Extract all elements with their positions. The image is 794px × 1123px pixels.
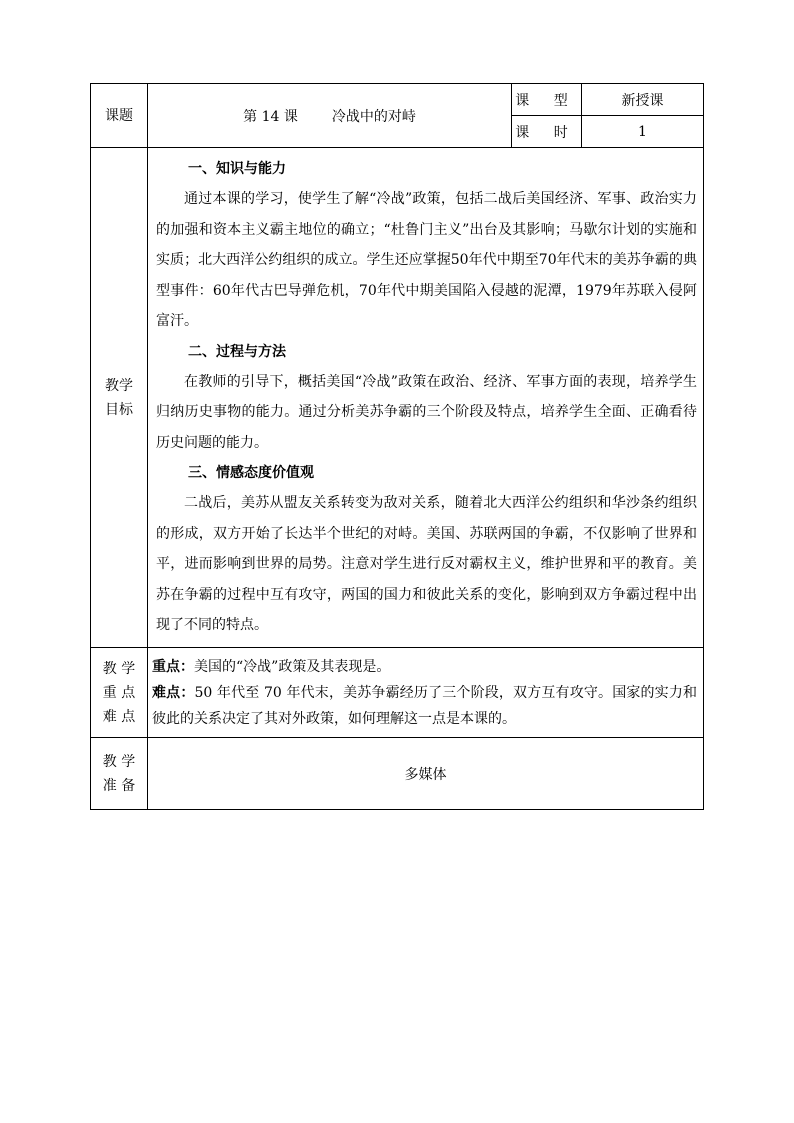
hours-label: 课 时 [512, 116, 582, 148]
objectives-label-line2: 目标 [105, 401, 133, 418]
key-points-label-2: 重 点 [102, 684, 136, 701]
key-point-line [152, 654, 697, 680]
section-values-text: 二战后，美苏从盟友关系转变为敌对关系，随着北大西洋公约组织和华沙条约组织的形成，双方开始了长达半个世纪的对峙。美国、苏联两国的争霸，不仅影响了世界和平，进而影响到世界的局势。注意对学生进行反对霸权主义，维护世界和平的教育。美苏在争霸的过程中互有攻守，两国的国力和彼此关系的变化，影响到双方争霸过程中出现了不同的特点。 [156, 495, 697, 633]
lesson-plan-table [90, 83, 704, 810]
objectives-label-line1: 教学 [105, 377, 133, 394]
lesson-title [148, 84, 512, 148]
section-knowledge-text: 通过本课的学习，使学生了解“冷战”政策，包括二战后美国经济、军事、政治实力的加强和资本主义霸主地位的确立；“杜鲁门主义”出台及其影响；马歇尔计划的实施和实质；北大西洋公约组织的成立。学生还应掌握50年代中期至70年代末的美苏争霸的典型事件：60年代古巴导弹危机，70年代中期美国陷入侵越的泥潭，1979年苏联入侵阿富汗。 [156, 191, 697, 329]
key-point-label: 重点： [152, 658, 194, 675]
objectives-content [148, 148, 704, 648]
key-points-content [148, 648, 704, 738]
type-value: 新授课 [582, 84, 704, 116]
key-point-text: 美国的“冷战”政策及其表现是。 [194, 658, 391, 675]
topic-label: 课题 [91, 84, 148, 148]
type-label: 课 型 [512, 84, 582, 116]
section-values-title: 三、情感态度价值观 [188, 465, 314, 481]
section-process-text: 在教师的引导下，概括美国“冷战”政策在政治、经济、军事方面的表现，培养学生归纳历史事物的能力。通过分析美苏争霸的三个阶段及特点，培养学生全面、正确看待历史问题的能力。 [156, 373, 697, 451]
key-points-label [91, 648, 148, 738]
objectives-label [91, 148, 148, 648]
difficult-point-label: 难点： [152, 684, 195, 701]
preparation-label-1: 教 学 [102, 753, 136, 770]
key-points-label-3: 难 点 [102, 708, 136, 725]
preparation-value: 多媒体 [148, 738, 704, 810]
section-process-title: 二、过程与方法 [188, 343, 286, 360]
preparation-label [91, 738, 148, 810]
section-knowledge-title: 一、知识与能力 [188, 161, 286, 177]
hours-value: 1 [582, 116, 704, 148]
key-points-label-1: 教 学 [102, 660, 136, 677]
difficult-point-line [152, 680, 697, 732]
lesson-number: 第 14 课 [243, 108, 298, 125]
preparation-label-2: 准 备 [102, 777, 136, 794]
lesson-name: 冷战中的对峙 [331, 108, 416, 125]
difficult-point-text: 50 年代至 70 年代末，美苏争霸经历了三个阶段，双方互有攻守。国家的实力和彼此的关系决定了其对外政策，如何理解这一点是本课的。 [152, 684, 698, 727]
